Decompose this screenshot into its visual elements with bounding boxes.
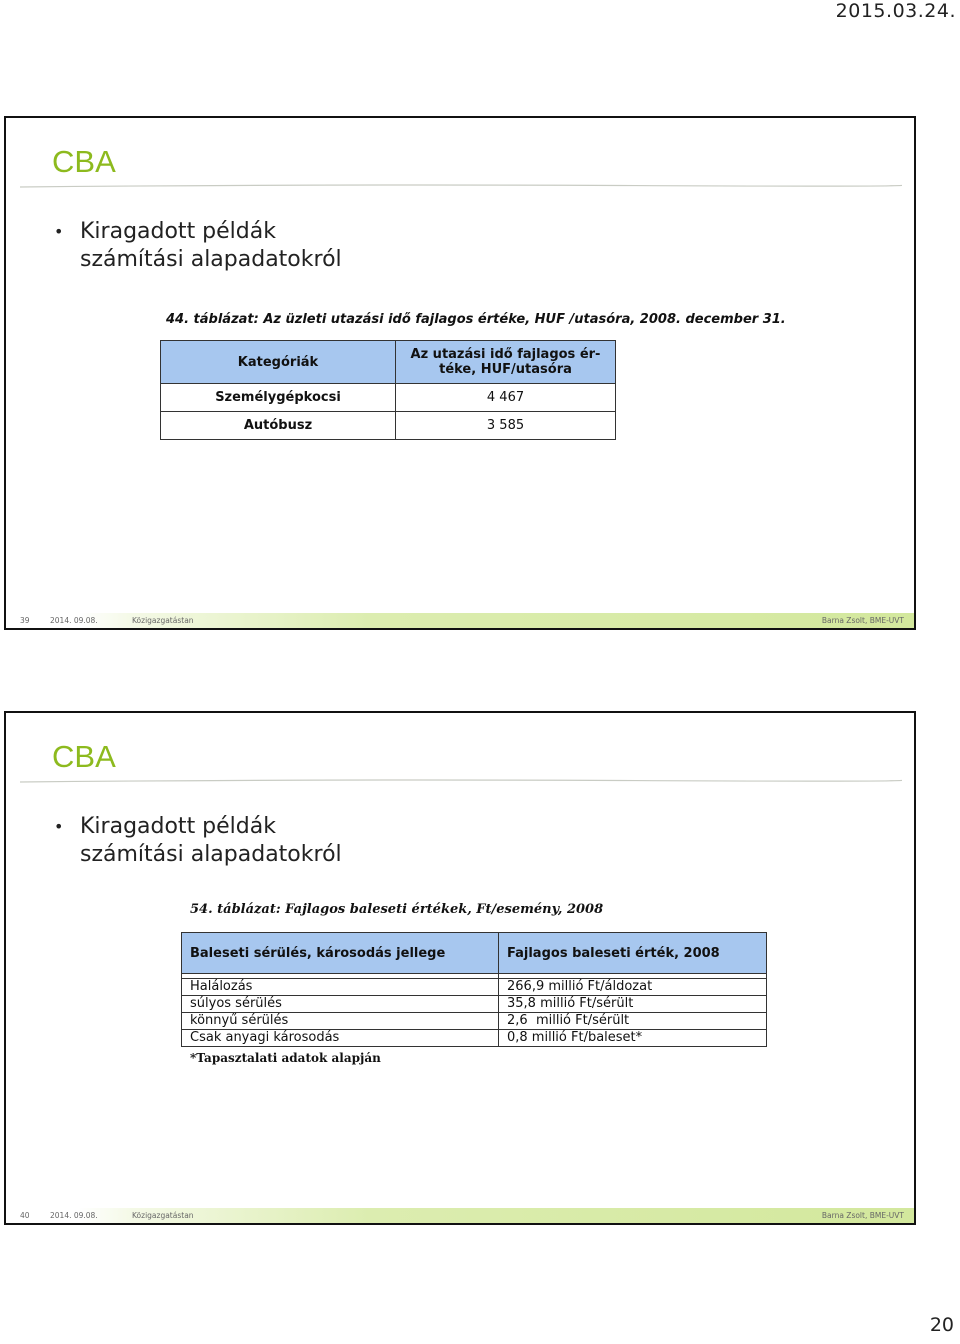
accident-values-table [181,932,767,1047]
footer-course: Közigazgatástan [132,1211,194,1220]
value-cell: 35,8 millió Ft/sérült [499,996,767,1013]
footer-course: Közigazgatástan [132,616,194,625]
table-header-row [182,933,767,974]
table-row [161,412,616,440]
type-cell: Halálozás [182,979,499,996]
footer-date: 2014. 09.08. [50,616,98,625]
slide-title: CBA [52,739,116,774]
slide-footer [6,1208,914,1223]
table-footnote: *Tapasztalati adatok alapján [190,1051,381,1065]
slide-39 [4,116,916,630]
type-cell: könnyű sérülés [182,1013,499,1030]
table-caption: 54. táblázat: Fajlagos baleseti értékek, Ft/esemény, 2008 [190,902,604,917]
header-value-line: téke, HUF/utasóra [439,362,572,377]
table-row [182,996,767,1013]
page-date: 2015.03.24. [835,0,956,22]
bullet-item [56,813,342,869]
table-header-row [161,341,616,384]
table-row [161,384,616,412]
bullet-line: Kiragadott példák [80,219,276,244]
value-cell: 0,8 millió Ft/baleset* [499,1030,767,1047]
table-caption: 44. táblázat: Az üzleti utazási idő fajlagos értéke, HUF /utasóra, 2008. december 31. [166,312,786,327]
category-cell: Személygépkocsi [161,384,396,412]
value-cell: 4 467 [396,384,616,412]
header-category: Kategóriák [161,341,396,384]
bullet-line: számítási alapadatokról [80,842,342,867]
footer-author: Barna Zsolt, BME-UVT [821,616,904,625]
bullet-dot-icon: • [54,817,64,836]
footer-author: Barna Zsolt, BME-UVT [821,1211,904,1220]
header-value: Fajlagos baleseti érték, 2008 [499,933,767,974]
slide-number: 40 [20,1211,30,1220]
bullet-item [56,218,342,274]
footer-date: 2014. 09.08. [50,1211,98,1220]
title-underline [20,779,902,783]
value-cell: 2,6 millió Ft/sérült [499,1013,767,1030]
value-cell: 266,9 millió Ft/áldozat [499,979,767,996]
bullet-line: Kiragadott példák [80,814,276,839]
title-underline [20,184,902,188]
table-row [182,1013,767,1030]
table-row [182,1030,767,1047]
type-cell: súlyos sérülés [182,996,499,1013]
travel-time-table [160,340,616,440]
table-row [182,979,767,996]
slide-title: CBA [52,144,116,179]
value-cell: 3 585 [396,412,616,440]
bullet-dot-icon: • [54,222,64,241]
slide-footer [6,613,914,628]
header-value-line: Az utazási idő fajlagos ér- [410,347,601,362]
page-number: 20 [929,1314,954,1336]
bullet-line: számítási alapadatokról [80,247,342,272]
header-type: Baleseti sérülés, károsodás jellege [182,933,499,974]
slide-40 [4,711,916,1225]
slide-number: 39 [20,616,30,625]
type-cell: Csak anyagi károsodás [182,1030,499,1047]
category-cell: Autóbusz [161,412,396,440]
header-value [396,341,616,384]
